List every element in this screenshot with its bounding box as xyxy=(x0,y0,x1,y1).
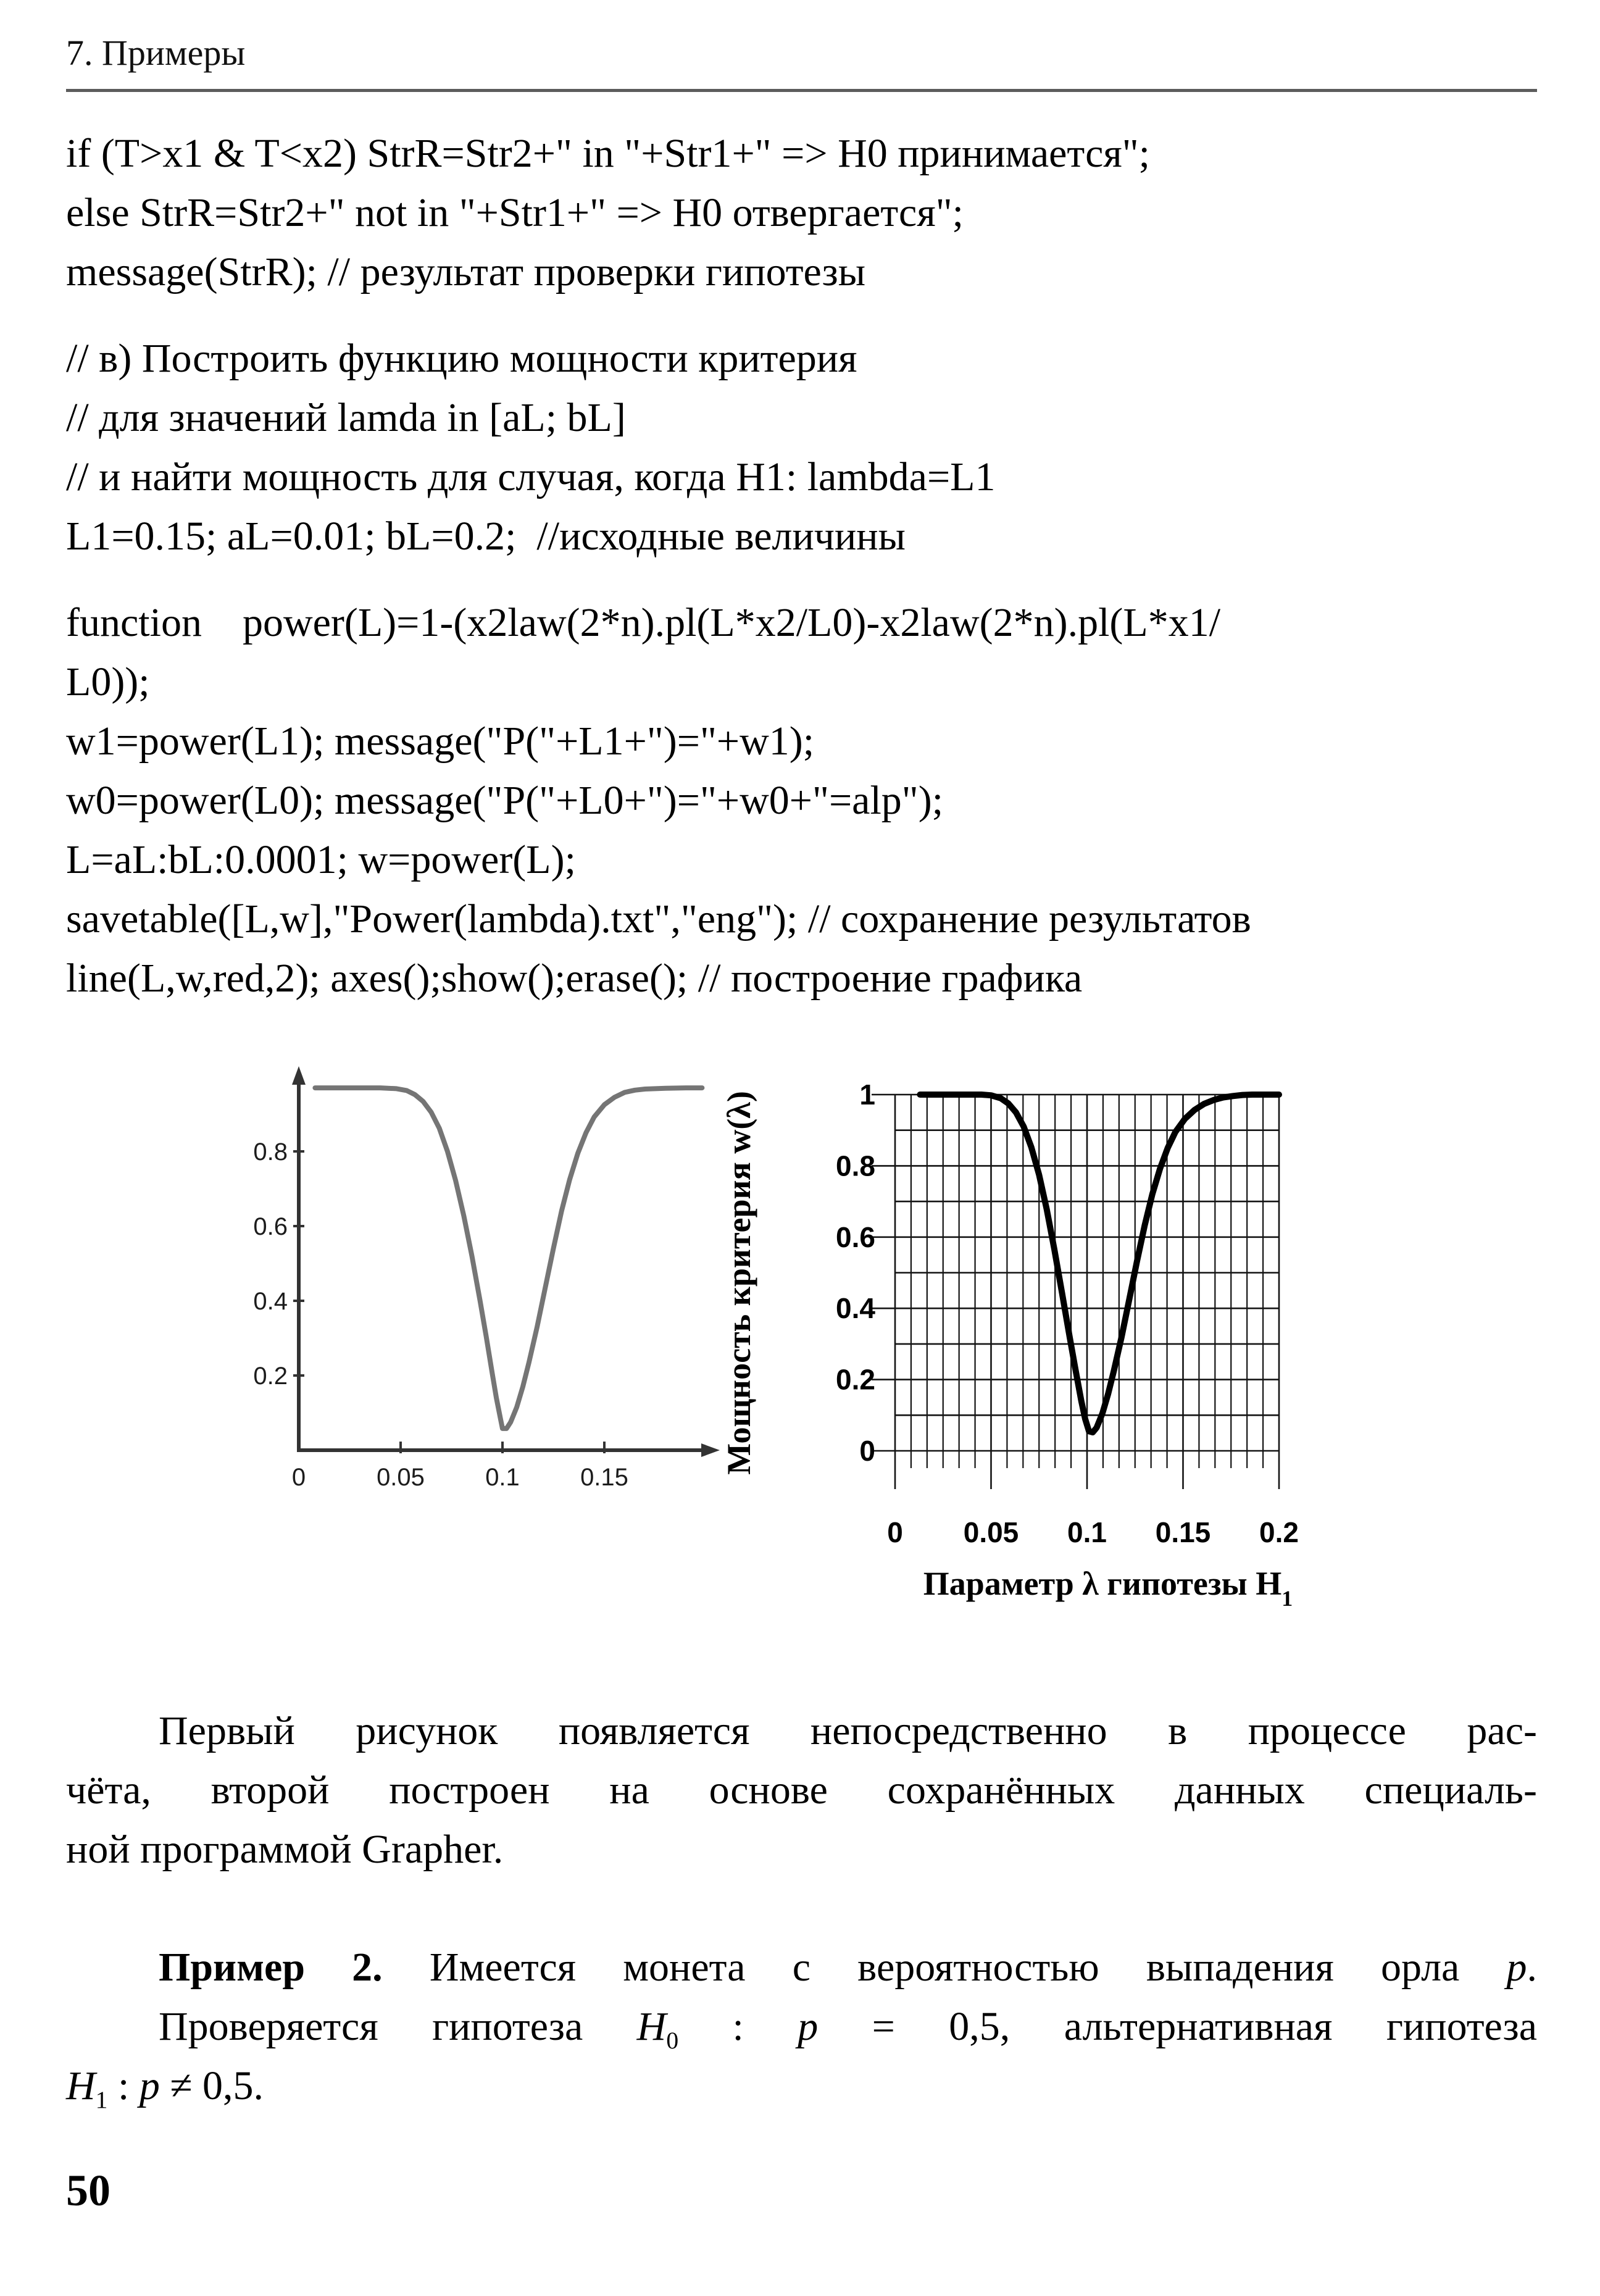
example2-line-2 xyxy=(66,1997,1537,2056)
y-tick-label: 1 xyxy=(859,1079,875,1111)
page-content xyxy=(0,33,1600,2213)
code-line: line(L,w,red,2); axes();show();erase(); // построение графика xyxy=(66,956,1083,1001)
y-tick-label: 0.4 xyxy=(836,1292,875,1325)
power-curve xyxy=(920,1095,1279,1432)
x-tick-label: 0.1 xyxy=(1067,1516,1107,1548)
hypothesis-H1: H xyxy=(66,2063,96,2108)
paragraph-line: чёта, второй построен на основе сохранённых данных специаль- xyxy=(66,1768,1537,1813)
hypothesis-H1-sub: 1 xyxy=(95,2086,108,2114)
example2-line-1 xyxy=(66,1938,1537,1997)
y-tick-label: 0.4 xyxy=(253,1288,288,1315)
code-line: // в) Построить функцию мощности критерия xyxy=(66,336,857,381)
y-tick-label: 0.8 xyxy=(836,1150,875,1182)
example2-text: Проверяется гипотеза xyxy=(159,2004,637,2049)
code-line: message(StrR); // результат проверки гипотезы xyxy=(66,249,866,294)
hypothesis-H0: H xyxy=(636,2004,667,2049)
y-tick-label: 0.6 xyxy=(253,1213,288,1240)
example2-text: ≠ 0,5. xyxy=(159,2063,264,2108)
x-tick-label: 0 xyxy=(887,1516,903,1548)
variable-p: p xyxy=(798,2004,819,2049)
code-line: savetable([L,w],"Power(lambda).txt","eng"); // сохранение результатов xyxy=(66,896,1251,941)
x-tick-label: 0.15 xyxy=(580,1464,628,1491)
page-number: 50 xyxy=(66,2166,110,2215)
x-tick-label: 0.05 xyxy=(963,1516,1019,1548)
x-tick-label: 0.1 xyxy=(485,1464,520,1491)
paragraph-figures xyxy=(66,1701,1537,1879)
paragraph-line: ной программой Grapher. xyxy=(66,1827,504,1872)
scilab-power-chart xyxy=(235,1017,728,1517)
header-divider xyxy=(66,89,1537,92)
code-line: L=aL:bL:0.0001; w=power(L); xyxy=(66,837,576,882)
code-line: // и найти мощность для случая, когда H1: lambda=L1 xyxy=(66,454,996,499)
example-label: Пример 2. xyxy=(159,1945,383,1990)
example2-text: : xyxy=(107,2063,140,2108)
code-line: if (T>x1 & T<x2) StrR=Str2+" in "+Str1+" => H0 принимается"; xyxy=(66,131,1150,176)
code-line: function power(L)=1-(x2law(2*n).pl(L*x2/L0)-x2law(2*n).pl(L*x1/ xyxy=(66,600,1221,645)
example2-text: Имеется монета с вероятностью выпадения орла xyxy=(382,1945,1507,1990)
example2-text: . xyxy=(1527,1945,1537,1990)
y-axis-title: Мощность критерия w(λ) xyxy=(720,1091,757,1475)
running-header: 7. Примеры xyxy=(66,33,246,73)
x-tick-label: 0 xyxy=(291,1464,306,1491)
x-tick-label: 0.05 xyxy=(377,1464,425,1491)
y-tick-label: 0 xyxy=(859,1435,875,1467)
y-tick-label: 0.2 xyxy=(253,1363,288,1390)
x-tick-label: 0.2 xyxy=(1259,1516,1299,1548)
code-line: L0)); xyxy=(66,659,150,704)
variable-p: p xyxy=(139,2063,160,2108)
paragraph-line: Первый рисунок появляется непосредственно в процессе рас- xyxy=(159,1708,1537,1753)
code-line: else StrR=Str2+" not in "+Str1+" => H0 отвергается"; xyxy=(66,190,964,235)
book-page xyxy=(0,33,1600,2296)
example2-line-3 xyxy=(66,2056,1537,2116)
y-tick-label: 0.8 xyxy=(253,1138,288,1166)
example2-text: = 0,5, альтернативная гипотеза xyxy=(818,2004,1538,2049)
paragraph-example2 xyxy=(66,1938,1537,2116)
code-block-3 xyxy=(66,593,1537,1008)
x-tick-label: 0.15 xyxy=(1155,1516,1211,1548)
x-axis-title: Параметр λ гипотезы $H_1$ xyxy=(923,1565,1293,1611)
code-line: w1=power(L1); message("P("+L1+")="+w1); xyxy=(66,719,815,764)
y-axis-arrow xyxy=(292,1066,306,1085)
code-block-2 xyxy=(66,329,1537,566)
grapher-power-chart xyxy=(710,1017,1506,1641)
code-line: w0=power(L0); message("P("+L0+")="+w0+"=alp"); xyxy=(66,778,944,823)
figure-row xyxy=(66,1017,1537,1672)
y-tick-label: 0.2 xyxy=(836,1363,875,1396)
code-line: L1=0.15; aL=0.01; bL=0.2; //исходные величины xyxy=(66,514,906,559)
code-block-1 xyxy=(66,124,1537,302)
code-line: // для значений lamda in [aL; bL] xyxy=(66,395,626,440)
example2-text: : xyxy=(678,2004,798,2049)
y-tick-label: 0.6 xyxy=(836,1221,875,1253)
hypothesis-H0-sub: 0 xyxy=(666,2027,679,2055)
variable-p: p xyxy=(1506,1945,1527,1990)
power-curve xyxy=(315,1088,702,1429)
